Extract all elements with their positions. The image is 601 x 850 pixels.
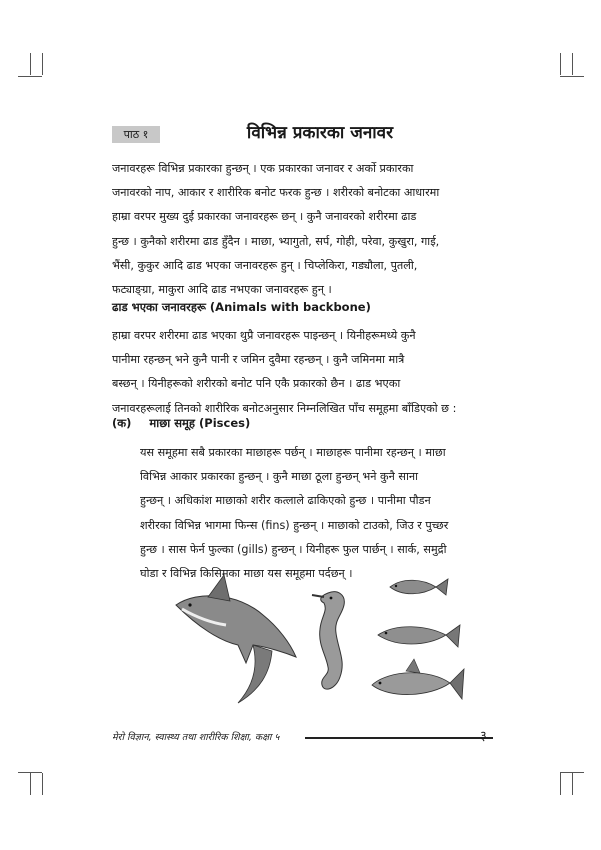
- shark-image: [176, 575, 296, 703]
- text-line: जनावरको नाप, आकार र शारीरिक बनोट फरक हुन्छ । शरीरको बनोटका आधारमा: [112, 186, 440, 200]
- crop-mark: [18, 76, 42, 77]
- text-line: पानीमा रहन्छन् भने कुनै पानी र जमिन दुवैमा रहन्छन् । कुनै जमिनमा मात्रै: [112, 353, 405, 367]
- text-line: हुन्छ । कुनैको शरीरमा ढाड हुँदैन । माछा, भ्यागुतो, सर्प, गोही, परेवा, कुखुरा, गाई,: [112, 234, 440, 248]
- crop-mark: [42, 53, 43, 75]
- text-line: भैंसी, कुकुर आदि ढाड भएका जनावरहरू हुन् । चिप्लेकिरा, गड्यौला, पुतली,: [112, 258, 418, 272]
- crop-mark: [572, 53, 573, 75]
- crop-mark: [572, 773, 573, 795]
- text-line: हुन्छन् । अधिकांश माछाको शरीर कत्लाले ढाकिएको हुन्छ । पानीमा पौडन: [140, 494, 431, 508]
- text-line: शरीरका विभिन्न भागमा फिन्स (fins) हुन्छन् । माछाको टाउको, जिउ र पुच्छर: [140, 518, 449, 532]
- text-line: घोडा र विभिन्न किसिमका माछा यस समूहमा पर्दछन् ।: [140, 567, 353, 581]
- intro-paragraph: [112, 157, 488, 302]
- page-title: विभिन्न प्रकारका जनावर: [246, 123, 394, 143]
- crop-mark: [560, 773, 561, 795]
- page-number: ३: [480, 729, 487, 744]
- footer-book-title: मेरो विज्ञान, स्वास्थ्य तथा शारीरिक शिक्षा, कक्षा ५: [112, 732, 280, 743]
- text-line: हाम्रा वरपर शरीरमा ढाड भएका थुप्रै जनावरहरू पाइन्छन् । यिनीहरूमध्ये कुनै: [112, 329, 416, 342]
- crop-mark: [30, 53, 31, 75]
- footer-divider: [305, 737, 493, 739]
- subsection-marker: (क): [112, 416, 132, 430]
- text-line: जनावरहरूलाई तिनको शारीरिक बनोटअनुसार निम्नलिखित पाँच समूहमा बाँडिएको छ :: [112, 401, 457, 415]
- subsection-heading-english: (Pisces): [199, 416, 251, 430]
- text-line: यस समूहमा सबै प्रकारका माछाहरू पर्छन् । माछाहरू पानीमा रहन्छन् । माछा: [140, 446, 446, 459]
- text-line: हाम्रा वरपर मुख्य दुई प्रकारका जनावरहरू छन् । कुनै जनावरको शरीरमा ढाड: [112, 210, 417, 224]
- crop-mark: [42, 773, 43, 795]
- fish-image: [378, 625, 460, 647]
- fish-illustration: [168, 565, 468, 715]
- subsection-heading-nepali: माछा समूह: [149, 416, 196, 430]
- lesson-label: पाठ १: [112, 126, 160, 143]
- seahorse-image: [312, 592, 344, 689]
- tuna-image: [372, 659, 464, 699]
- crop-mark: [30, 773, 31, 795]
- crop-mark: [18, 772, 42, 773]
- crop-mark: [560, 772, 584, 773]
- section-heading-nepali: ढाड भएका जनावरहरू: [112, 300, 206, 314]
- subsection-heading: [112, 416, 250, 431]
- text-line: विभिन्न आकार प्रकारका हुन्छन् । कुनै माछा ठूला हुन्छन् भने कुनै साना: [140, 470, 418, 484]
- section-paragraph: [112, 324, 488, 421]
- text-line: बस्छन् । यिनीहरूको शरीरको बनोट पनि एकै प्रकारको छैन । ढाड भएका: [112, 377, 401, 391]
- text-line: जनावरहरू विभिन्न प्रकारका हुन्छन् । एक प्रकारका जनावर र अर्को प्रकारका: [112, 162, 414, 175]
- text-line: हुन्छ । सास फेर्न फुल्का (gills) हुन्छन् । यिनीहरू फुल पार्छन् । सार्क, समुद्री: [140, 542, 447, 556]
- text-line: फट्याङ्ग्रा, माकुरा आदि ढाड नभएका जनावरहरू हुन् ।: [112, 283, 332, 297]
- crop-mark: [560, 76, 584, 77]
- section-heading: [112, 300, 371, 315]
- section-heading-english: (Animals with backbone): [209, 300, 371, 314]
- crop-mark: [560, 53, 561, 75]
- fish-image: [390, 579, 448, 595]
